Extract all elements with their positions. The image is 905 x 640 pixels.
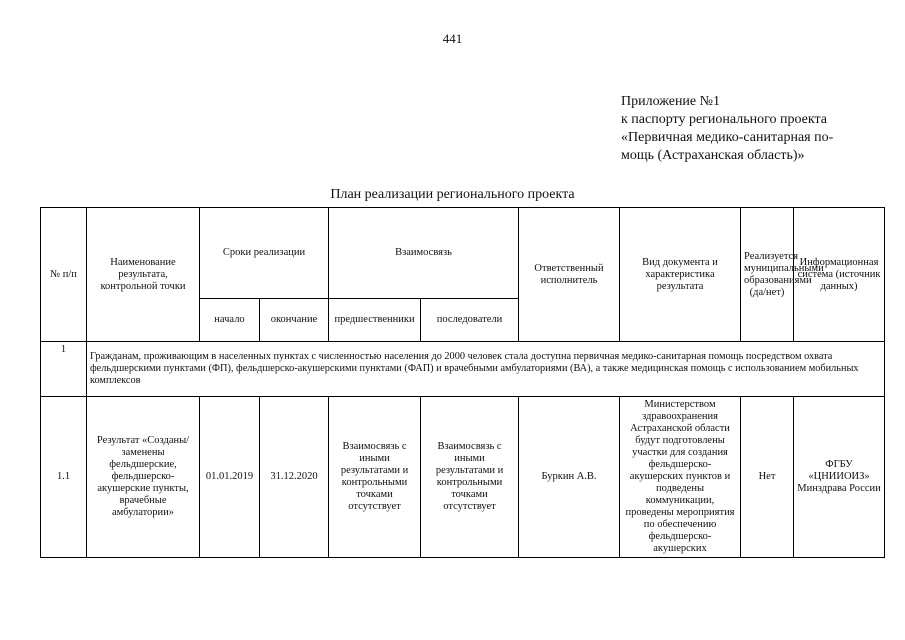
header-relation: Взаимосвязь <box>329 208 519 299</box>
row-responsible: Буркин А.В. <box>519 397 620 558</box>
header-terms: Сроки реализации <box>200 208 329 299</box>
row-predecessors: Взаимосвязь с иными результатами и контрольными точками отсутствует <box>329 397 421 558</box>
row-successors: Взаимосвязь с иными результатами и контрольными точками отсутствует <box>421 397 519 558</box>
section-text: Гражданам, проживающим в населенных пунктах с численностью населения до 2000 человек стала доступна первичная медико-санитарная помощь посредством охвата фельдшерскими пунктами (ФП), фельдшерско-акушерскими пунктами (ФАП) и врачебными амбулаториями (ВА), а также медицинская помощь с использованием мобильных комплексов <box>87 342 885 397</box>
row-municipal: Нет <box>741 397 794 558</box>
header-municipal: Реализуется муниципальными образованиями (да/нет) <box>741 208 794 342</box>
header-row <box>41 208 885 299</box>
plan-table <box>40 207 885 558</box>
header-responsible: Ответственный исполнитель <box>519 208 620 342</box>
appendix-line: Приложение №1 <box>621 94 720 109</box>
page-number: 441 <box>442 31 463 46</box>
header-name: Наименование результата, контрольной точки <box>87 208 200 342</box>
header-successors: последователи <box>421 299 519 342</box>
row-name: Результат «Созданы/заменены фельдшерские, фельдшерско-акушерские пункты, врачебные амбулатории» <box>87 397 200 558</box>
appendix-line: к паспорту регионального проекта <box>621 112 827 127</box>
row-num: 1.1 <box>41 397 87 558</box>
row-doc-type: Министерством здравоохранения Астраханской области будут подготовлены участки для создания фельдшерско-акушерских пунктов и подведены коммуникации, проведены мероприятия по обеспечению фельдшерско-акушерских <box>620 397 741 558</box>
section-row <box>41 342 885 397</box>
header-num: № п/п <box>41 208 87 342</box>
plan-title: План реализации регионального проекта <box>330 187 575 202</box>
row-end: 31.12.2020 <box>260 397 329 558</box>
header-info-system: Информационная система (источник данных) <box>794 208 885 342</box>
appendix-line: мощь (Астраханская область)» <box>621 148 805 163</box>
row-start: 01.01.2019 <box>200 397 260 558</box>
section-num: 1 <box>41 342 87 397</box>
appendix-note <box>621 93 881 165</box>
appendix-line: «Первичная медико-санитарная по- <box>621 130 834 145</box>
header-predecessors: предшественники <box>329 299 421 342</box>
table-row <box>41 397 885 558</box>
header-start: начало <box>200 299 260 342</box>
header-doc-type: Вид документа и характеристика результата <box>620 208 741 342</box>
header-end: окончание <box>260 299 329 342</box>
row-info-system: ФГБУ «ЦНИИОИЗ» Минздрава России <box>794 397 885 558</box>
